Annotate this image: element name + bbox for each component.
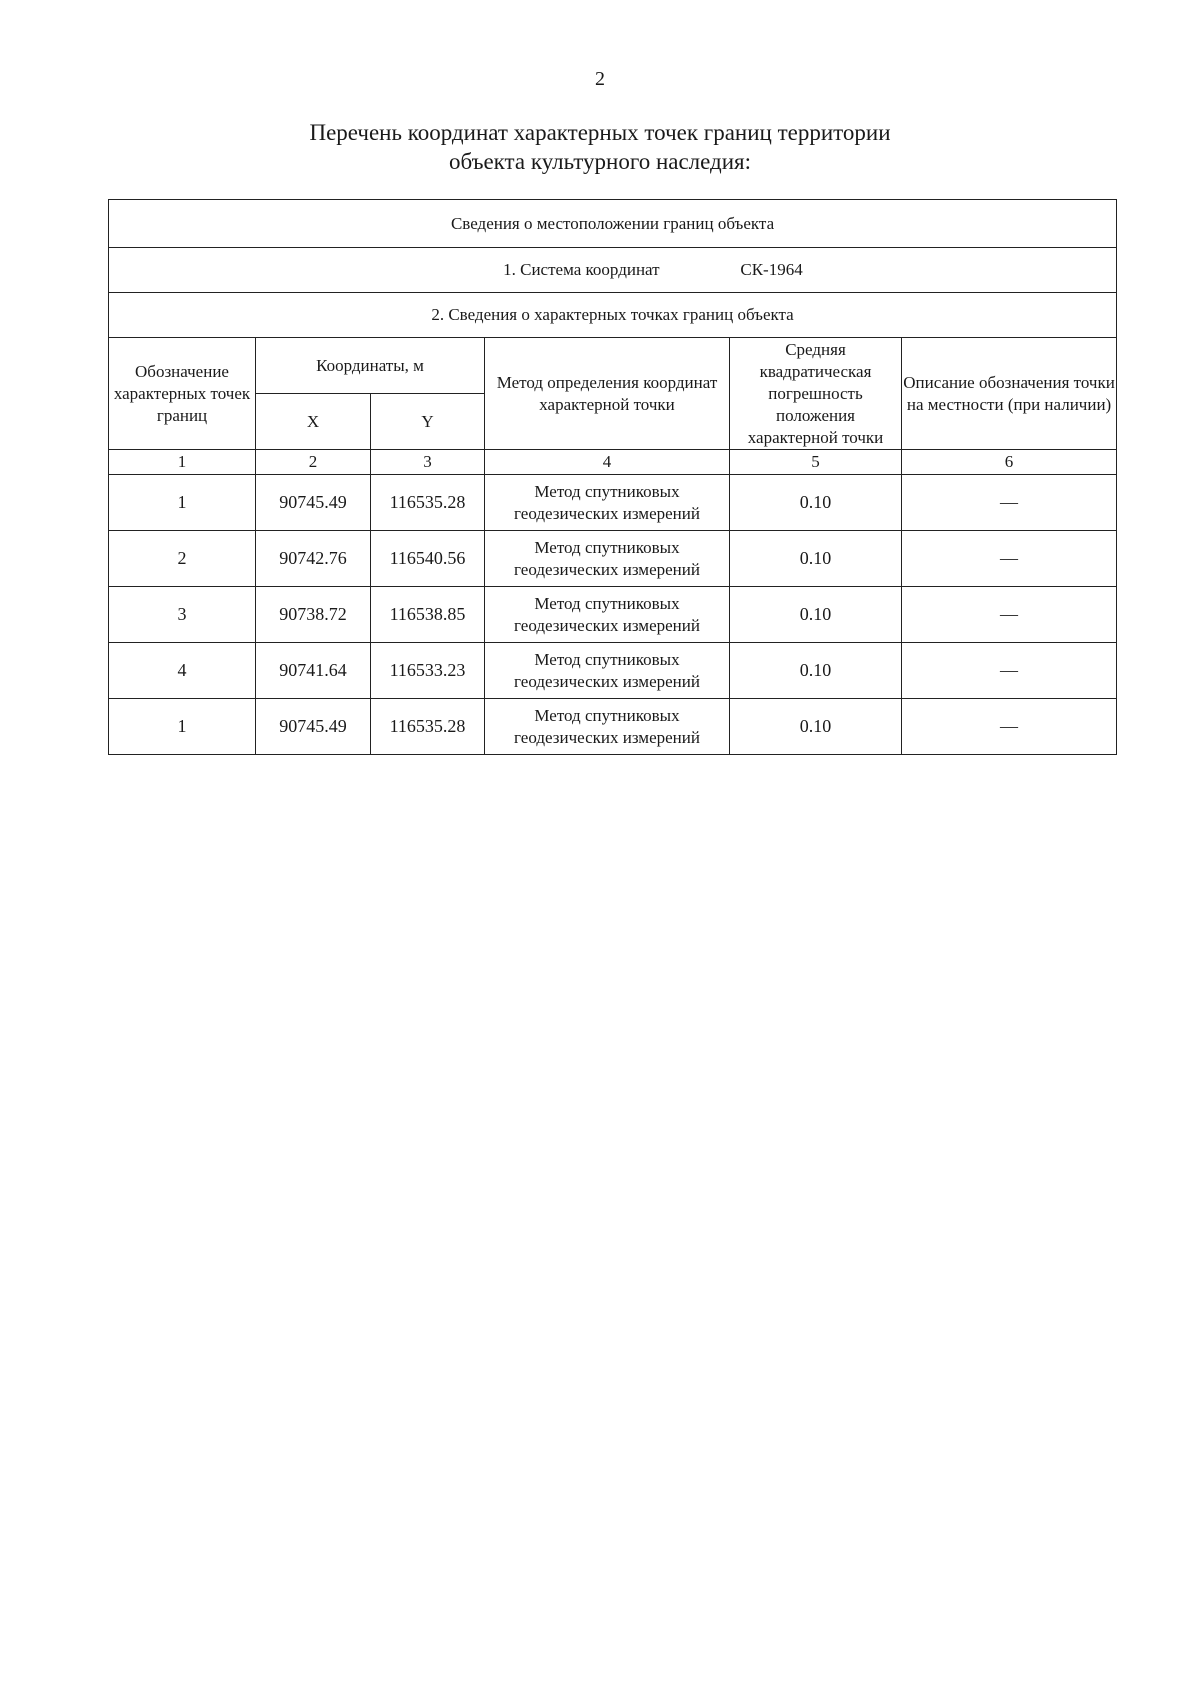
description-cell: — — [902, 699, 1117, 755]
error-cell: 0.10 — [730, 531, 902, 587]
points-title: 2. Сведения о характерных точках границ объекта — [109, 293, 1117, 338]
header-rms-error: Средняя квадратическая погрешность положения характерной точки — [730, 338, 902, 450]
description-cell: — — [902, 643, 1117, 699]
header-x: X — [256, 394, 371, 450]
error-cell: 0.10 — [730, 643, 902, 699]
point-cell: 1 — [109, 699, 256, 755]
page-number: 2 — [595, 68, 605, 90]
column-number: 5 — [730, 450, 902, 475]
x-cell: 90745.49 — [256, 475, 371, 531]
column-number: 4 — [485, 450, 730, 475]
y-cell: 116540.56 — [371, 531, 485, 587]
header-coordinates: Координаты, м — [256, 338, 485, 394]
table-row — [109, 475, 1117, 531]
error-cell: 0.10 — [730, 475, 902, 531]
point-cell: 4 — [109, 643, 256, 699]
x-cell: 90738.72 — [256, 587, 371, 643]
header-method: Метод определения координат характерной точки — [485, 338, 730, 450]
header-y: Y — [371, 394, 485, 450]
description-cell: — — [902, 587, 1117, 643]
method-cell: Метод спутниковых геодезических измерений — [485, 699, 730, 755]
crs-label: 1. Система координат — [503, 260, 660, 279]
x-cell: 90741.64 — [256, 643, 371, 699]
method-cell: Метод спутниковых геодезических измерений — [485, 643, 730, 699]
description-cell: — — [902, 531, 1117, 587]
crs-row — [109, 248, 1117, 293]
x-cell: 90742.76 — [256, 531, 371, 587]
column-number: 2 — [256, 450, 371, 475]
header-description: Описание обозначения точки на местности (при наличии) — [902, 338, 1117, 450]
error-cell: 0.10 — [730, 587, 902, 643]
method-cell: Метод спутниковых геодезических измерений — [485, 587, 730, 643]
point-cell: 3 — [109, 587, 256, 643]
table-row — [109, 587, 1117, 643]
header-row — [109, 338, 1117, 394]
y-cell: 116535.28 — [371, 699, 485, 755]
y-cell: 116538.85 — [371, 587, 485, 643]
column-number: 1 — [109, 450, 256, 475]
point-cell: 1 — [109, 475, 256, 531]
description-cell: — — [902, 475, 1117, 531]
point-cell: 2 — [109, 531, 256, 587]
document-title — [0, 118, 1200, 176]
table-row — [109, 531, 1117, 587]
crs-value: СК-1964 — [740, 260, 803, 279]
error-cell: 0.10 — [730, 699, 902, 755]
title-line-1: Перечень координат характерных точек границ территории — [309, 120, 891, 145]
y-cell: 116535.28 — [371, 475, 485, 531]
y-cell: 116533.23 — [371, 643, 485, 699]
header-point-designation: Обозначение характерных точек границ — [109, 338, 256, 450]
table-row — [109, 643, 1117, 699]
x-cell: 90745.49 — [256, 699, 371, 755]
method-cell: Метод спутниковых геодезических измерений — [485, 475, 730, 531]
coordinates-table — [108, 199, 1117, 755]
column-number: 6 — [902, 450, 1117, 475]
title-line-2: объекта культурного наследия: — [448, 149, 752, 174]
section-title: Сведения о местоположении границ объекта — [109, 200, 1117, 248]
method-cell: Метод спутниковых геодезических измерений — [485, 531, 730, 587]
section-title-row — [109, 200, 1117, 248]
column-number-row — [109, 450, 1117, 475]
column-number: 3 — [371, 450, 485, 475]
points-title-row — [109, 293, 1117, 338]
table-row — [109, 699, 1117, 755]
